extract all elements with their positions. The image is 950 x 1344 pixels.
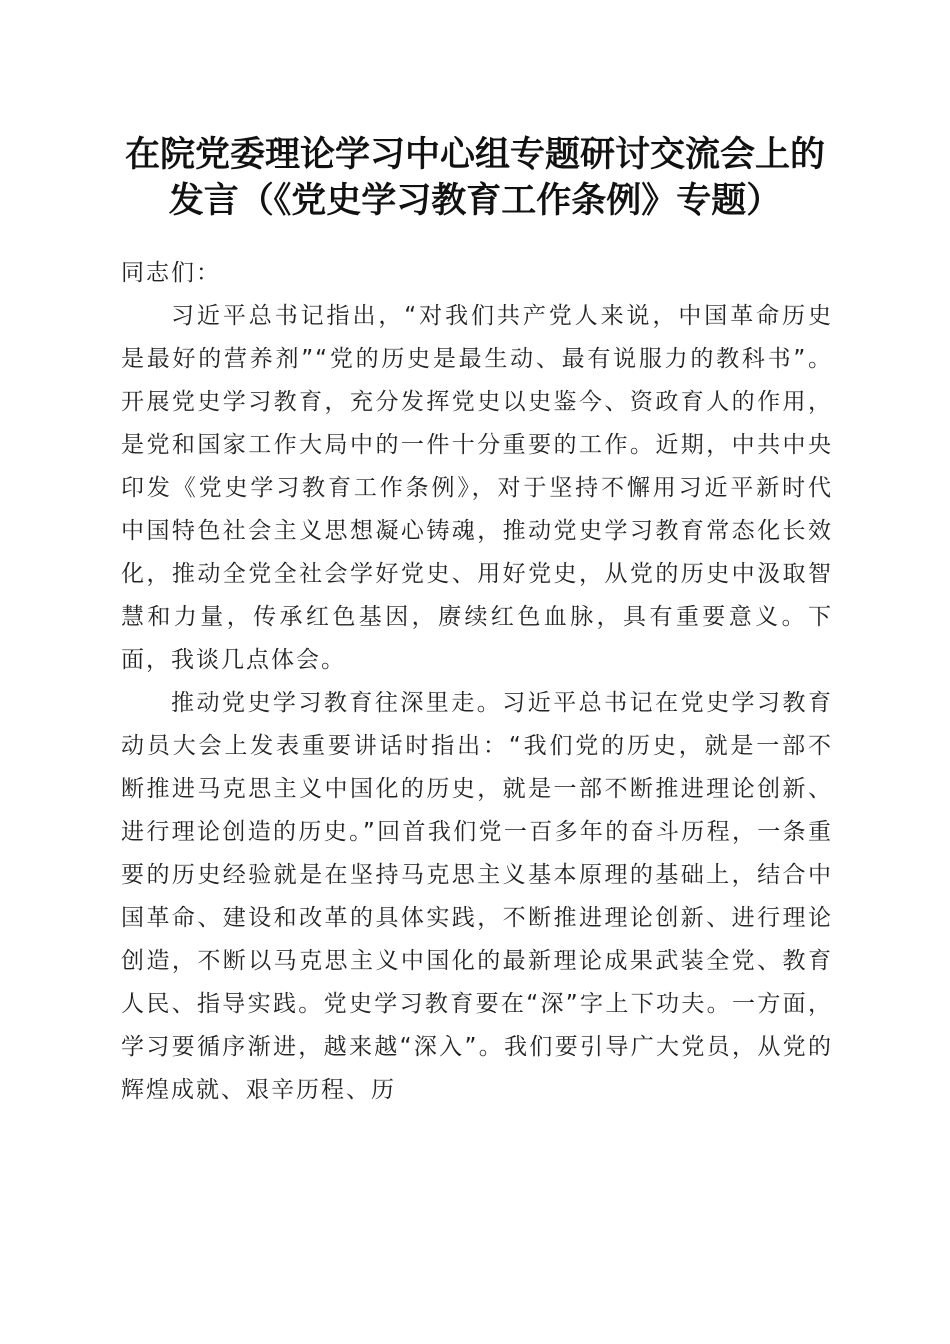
paragraph-2: 推动党史学习教育往深里走。习近平总书记在党史学习教育动员大会上发表重要讲话时指出：“我们党的历史，就是一部不断推进马克思主义中国化的历史，就是一部不断推进理论创新、进行理论创造的历史。”回首我们党一百多年的奋斗历程，一条重要的历史经验就是在坚持马克思主义基本原理的基础上，结合中国革命、建设和改革的具体实践，不断推进理论创新、进行理论创造，不断以马克思主义中国化的最新理论成果武装全党、教育人民、指导实践。党史学习教育要在“深”字上下功夫。一方面，学习要循序渐进，越来越“深入”。我们要引导广大党员，从党的辉煌成就、艰辛历程、历 <box>121 690 833 1103</box>
title-line-1: 在院党委理论学习中心组专题研讨交流会上的 <box>124 134 825 175</box>
document-body <box>121 252 833 1112</box>
paragraph-1: 习近平总书记指出，“对我们共产党人来说，中国革命历史是最好的营养剂”“党的历史是最生动、最有说服力的教科书”。开展党史学习教育，充分发挥党史以史鉴今、资政育人的作用，是党和国家工作大局中的一件十分重要的工作。近期，中共中央印发《党史学习教育工作条例》，对于坚持不懈用习近平新时代中国特色社会主义思想凝心铸魂，推动党史学习教育常态化长效化，推动全党全社会学好党史、用好党史，从党的历史中汲取智慧和力量，传承红色基因，赓续红色血脉，具有重要意义。下面，我谈几点体会。 <box>121 303 833 673</box>
document-title <box>100 132 850 224</box>
title-line-2: 发言（《党史学习教育工作条例》专题） <box>168 180 782 221</box>
salutation: 同志们： <box>121 260 221 286</box>
